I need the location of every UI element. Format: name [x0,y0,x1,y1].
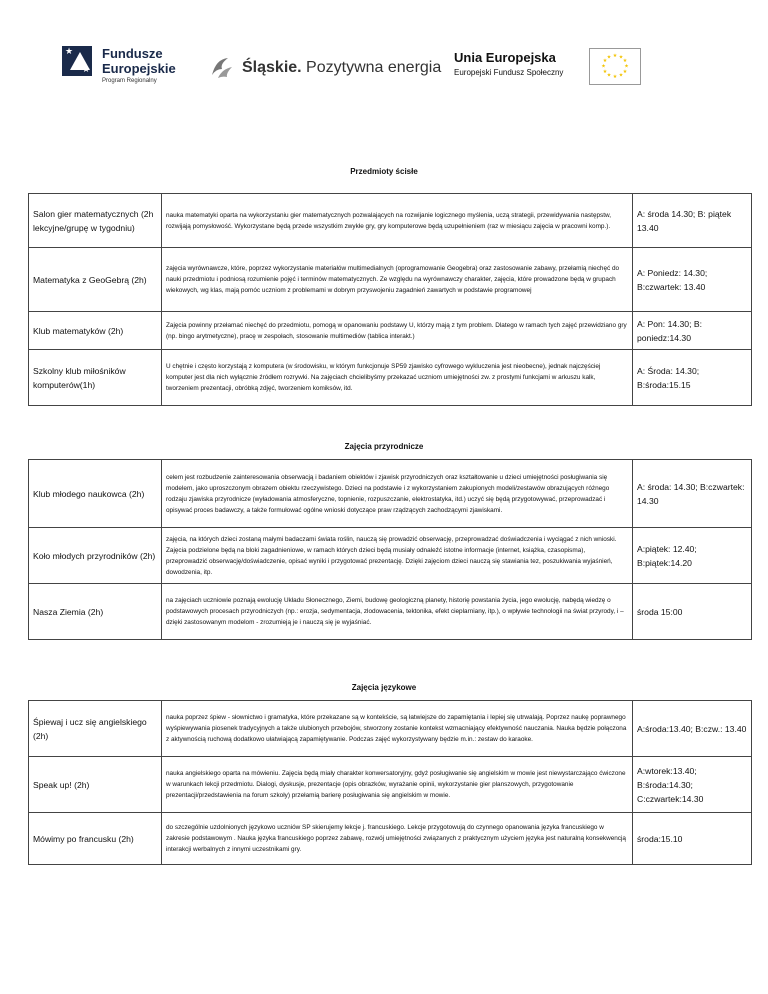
svg-text:★: ★ [622,69,628,75]
section-title-zajecia-przyrodnicze: Zajęcia przyrodnicze [344,442,424,451]
activity-name: Koło młodych przyrodników (2h) [29,528,162,584]
table-row [29,584,752,640]
slaskie-mark-icon [208,55,234,81]
activity-name: Mówimy po francusku (2h) [29,813,162,865]
fundusze-title: Fundusze [102,46,163,61]
eu-flag-icon [589,48,641,85]
svg-text:★: ★ [622,58,628,64]
table-zajecia-przyrodnicze [28,459,752,640]
activity-name: Klub młodego naukowca (2h) [29,460,162,528]
table-zajecia-jezykowe [28,700,752,865]
activity-name: Śpiewaj i ucz się angielskiego (2h) [29,701,162,757]
fundusze-subtitle: Europejskie [102,61,176,76]
svg-text:★: ★ [612,74,618,80]
table-row [29,813,752,865]
table-row [29,701,752,757]
fundusze-europejskie-logo [62,44,182,94]
activity-name: Speak up! (2h) [29,757,162,813]
ue-title: Unia Europejska [454,50,556,65]
activity-description: zajęcia wyrównawcze, które, poprzez wykorzystanie materiałów multimedialnych (oprogramowanie Geogebra) oraz zastosowanie zabawy, przełamią niechęć do nauki przedmiotu i podniosą rozumienie pojęć i terminów matematycznych. Ze względu na wyrównawczy charakter, zajęcia, które prowadzone będą w grupach wiekowych, wg klas, mają pomóc uczniom z problemami w dobrym przyswojeniu zagadnień zawartych w podstawie programowej [162,248,633,312]
table-row [29,460,752,528]
activity-schedule: A: Poniedz: 14.30; B:czwartek: 13.40 [633,248,752,312]
svg-text:★: ★ [601,63,606,70]
table-row [29,312,752,350]
svg-text:★: ★ [602,69,608,75]
activity-description: U chętnie i często korzystają z komputera (w środowisku, w którym funkcjonuje SP59 zjawisko cyfrowego wykluczenia jest nieobecne), jednak najczęściej komputer jest dla nich wyłącznie źródłem rozrywki. Na zajęciach chcielibyśmy przekazać uczniom umiejętności zw. z prostymi funkcjami w arkuszu kalk, tworzeniem prezentacji, obróbką zdjęć, tworzeniem komiksów, itd. [162,350,633,406]
fundusze-program: Program Regionalny [102,78,157,84]
activity-schedule: A:piątek: 12.40; B:piątek:14.20 [633,528,752,584]
table-row [29,528,752,584]
activity-description: do szczególnie uzdolnionych językowo uczniów SP skierujemy lekcje j. francuskiego. Lekcje przygotowują do czynnego opanowania języka francuskiego w zakresie podstawowym . Nauka języka francuskiego poprzez zabawę, rozwój umiejętności związanych z praktycznym użyciem języka jest naturalną konsekwencją interakcji werbalnych z innymi uczestnikami gry. [162,813,633,865]
activity-schedule: A: Środa: 14.30; B:środa:15.15 [633,350,752,406]
activity-description: zajęcia, na których dzieci zostaną małymi badaczami świata roślin, nauczą się prowadzić obserwację, przeprowadzać doświadczenia i wyciągać z nich wnioski. Zajęcia podzielone będą na bloki zagadnieniowe, w ramach których dzieci będą musiały odnaleźć istotne informacje (internet, książka, czasopisma), przeprowadzić obserwację/doświadczenie, opisać wyniki i przygotować prezentację. Dzięki zajęciom dzieci nauczą się stawiania tez, poszukiwania wyjaśnień, dowodzenia, itp. [162,528,633,584]
svg-text:★: ★ [624,63,629,70]
unia-europejska-logo [454,48,694,88]
svg-text:★: ★ [602,58,608,64]
activity-name: Szkolny klub miłośników komputerów(1h) [29,350,162,406]
svg-text:★: ★ [618,72,624,79]
activity-schedule: A: środa: 14.30; B:czwartek: 14.30 [633,460,752,528]
activity-description: nauka poprzez śpiew - słownictwo i gramatyka, które przekazane są w kontekście, są łatwiejsze do zapamiętania i lepiej się utrwalają. Poprzez naukę poprawnego wyśpiewywania piosenek tradycyjnych a także ulubionych przebojów, stworzony zostanie kontekst wzmacniający efektywność nauczania. Nauka będzie połączona z aktywnością ruchową dodatkowo ułatwiającą zapamiętywanie. Podczas zajęć wykorzystywany będzie m.in.: zestaw do karaoke. [162,701,633,757]
svg-text:★: ★ [618,54,624,61]
activity-name: Klub matematyków (2h) [29,312,162,350]
table-row [29,757,752,813]
slaskie-text: Śląskie. Pozytywna energia [242,59,442,76]
activity-description: na zajęciach uczniowie poznają ewolucję Układu Słonecznego, Ziemi, budowę geologiczną planety, historię powstania życia, jego ewolucję, nabędą wiedzę o podstawowych procesach przyrodniczych (np.: erozja, sedymentacja, zlodowacenia, tektonika, efekt cieplarniany, itp.), o wpływie technologii na świat przyrody, i – dzięki zastosowanym modelom - zrozumieją je i nauczą się je wyjaśniać. [162,584,633,640]
activity-description: nauka matematyki oparta na wykorzystaniu gier matematycznych pozwalających na rozwijanie logicznego myślenia, uczą strategii, przewidywania następstw, rozwijają pomysłowość. Wykorzystane będą przede wszystkim zwykłe gry, gry komputerowe będą uzupełnieniem (raz w miesiącu zajęcia w pracowni komp.). [162,194,633,248]
activity-schedule: środa 15:00 [633,584,752,640]
logo-bar [0,0,768,110]
activity-name: Matematyka z GeoGebrą (2h) [29,248,162,312]
activity-schedule: A: środa 14.30; B: piątek 13.40 [633,194,752,248]
activity-description: Zajęcia powinny przełamać niechęć do przedmiotu, pomogą w opanowaniu podstawy U, którzy mają z tym problem. Dlatego w ramach tych zajęć przewidziano gry (np. bingo arytmetyczne), pracę w zespołach, stosowanie multimediów (tablica interakt.) [162,312,633,350]
activity-name: Nasza Ziemia (2h) [29,584,162,640]
activity-schedule: środa:15.10 [633,813,752,865]
activity-description: celem jest rozbudzenie zainteresowania obserwacją i badaniem obiektów i zjawisk przyrodniczych oraz kształtowanie u dzieci umiejętności posługiwania się modelem, jako uproszczonym obrazem obiektu rzeczywistego. Dzieci na podstawie i z wykorzystaniem zakupionych modeli/zestawów obrazujących różnego rodzaju zjawiska przyrodnicze (wyładowania atmosferyczne, topnienie, rozpuszczanie, elektrostatyka, itd.) uczyć się będą przygotowywać, przeprowadzać i opisywać proces badawczy, a także formułować ogólne wnioski dotyczące praw rządzących zachodzącymi zjawiskami. [162,460,633,528]
section-title-przedmioty-scisle: Przedmioty ścisłe [350,167,418,176]
activity-description: nauka angielskiego oparta na mówieniu. Zajęcia będą miały charakter konwersatoryjny, gdyż posługiwanie się angielskim w mowie jest niewystarczająco ćwiczone w warunkach lekcji przedmiotu. Dialogi, dyskusje, prezentacje (opis obrazków, wyrażanie opinii, wykorzystanie gier planszowych, przygotowanie prezentacji/przedstawienia na forum szkoły) przełamią barierę posługiwania się angielskim w mowie. [162,757,633,813]
slaskie-logo [208,55,442,85]
activity-schedule: A:wtorek:13.40; B:środa:14.30; C:czwartek:14.30 [633,757,752,813]
activity-schedule: A:środa:13.40; B:czw.: 13.40 [633,701,752,757]
table-row [29,350,752,406]
table-row [29,194,752,248]
ue-subtitle: Europejski Fundusz Społeczny [454,68,564,77]
section-title-zajecia-jezykowe: Zajęcia językowe [351,683,417,692]
svg-text:★: ★ [612,53,618,59]
table-przedmioty-scisle [28,193,752,406]
activity-name: Salon gier matematycznych (2h lekcyjne/grupę w tygodniu) [29,194,162,248]
fundusze-flag-icon: ★ ★ [62,46,92,76]
svg-text:★: ★ [606,54,612,61]
svg-text:★: ★ [606,72,612,79]
activity-schedule: A: Pon: 14.30; B: poniedz:14.30 [633,312,752,350]
table-row [29,248,752,312]
